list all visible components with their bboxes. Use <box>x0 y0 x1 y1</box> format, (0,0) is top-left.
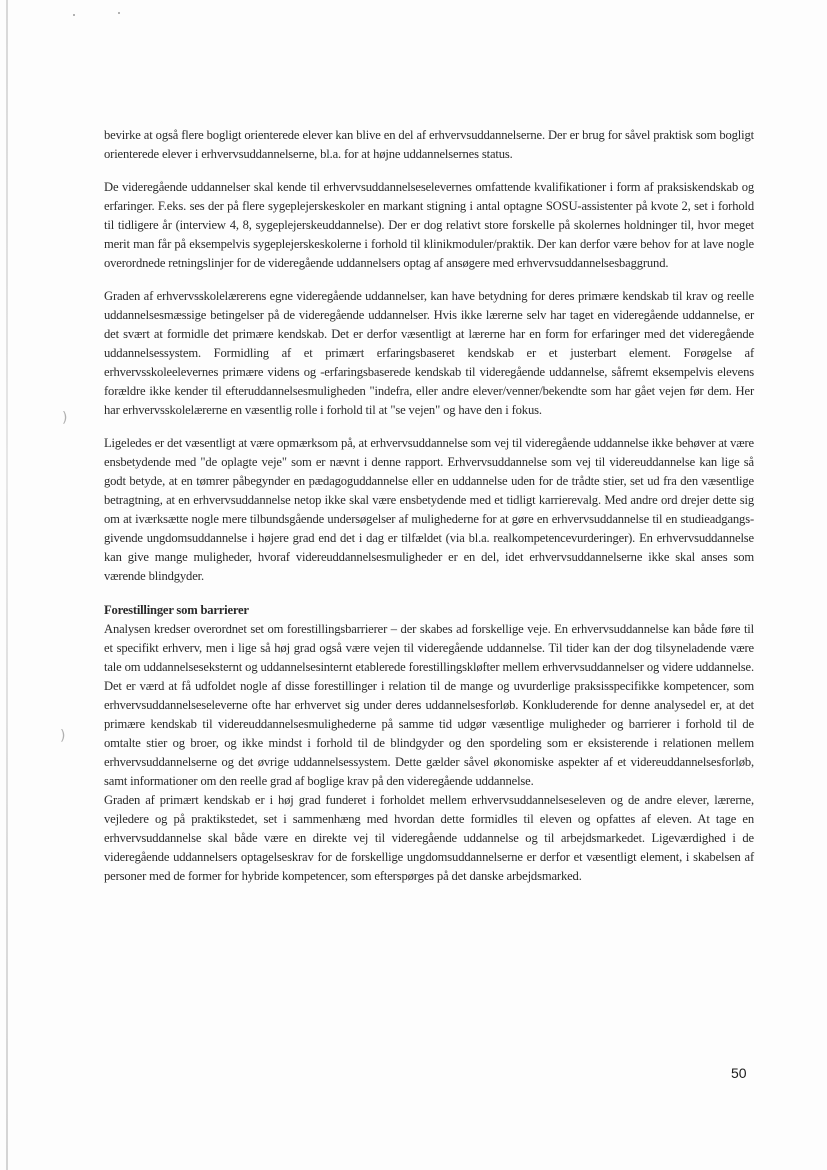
paragraph: Graden af primært kendskab er i høj grad funderet i forholdet mellem erhvervsuddannelseseleven og de andre elever, lærerne, vejledere og på praktikstedet, set i sammenhæng med hvordan dette formidles til eleven og opfattes af eleven. At tage en erhvervsuddannelse skal både være en direkte vej til videregående uddannelse og til arbejdsmarkedet. Ligeværdighed i de videregående uddannelsers optagelseskrav for de forskellige ungdomsuddannelserne er derfor et væsentligt element, i skabelsen af personer med de former for hybride kompetencer, som efterspørges på det danske arbejdsmarked. <box>104 793 754 883</box>
scan-speck <box>73 14 75 16</box>
paragraph: De videregående uddannelser skal kende til erhvervsuddannelseselevernes omfattende kvalifikationer i form af praksiskendskab og erfaringer. F.eks. ses der på flere sygeplejerskeskoler en markant stigning i antal optagne SOSU-assistenter på kvote 2, set i forhold til tidligere år (interview 4, 8, sygeplejerskeuddannelse). Der er dog relativt store forskelle på skolernes holdninger til, hvor meget merit man får på eksempelvis sygeplejerskeskolerne i forhold til klinikmoduler/praktik. Der kan derfor være behov for at lave nogle overordnede retningslinjer for de videregående uddannelsers optag af ansøgere med erhvervsuddannelsesbaggrund. <box>104 180 754 270</box>
margin-bracket-mark: ) <box>62 410 68 426</box>
paragraph: Analysen kredser overordnet set om forestillingsbarrierer – der skabes ad forskellige veje. En erhvervsuddannelse kan både føre til et specifikt erhverv, men i lige så høj grad også være vejen til videregående uddannelse. Til tider kan der dog tilsyneladende være tale om uddannelseseksternt og uddannelsesinternt etablerede forestillingskløfter mellem erhvervsuddannelser og videre uddannelse. Det er værd at få udfoldet nogle af disse forestillinger i relation til de mange og uvurderlige praksisspecifikke kompetencer, som erhvervsuddannelseseleverne ofte har erhvervet sig under deres uddannelsesforløb. Konkluderende for denne analysedel er, at det primære kendskab til videreuddannelsesmulighederne på samme tid udgør væsentlige muligheder og barrierer i forhold til de omtalte stier og broer, og ikke mindst i forhold til de blindgyder og den spordeling som er eksisterende i relationen mellem erhvervsuddannelserne og det øvrige uddannelsessystem. Dette gælder såvel økonomiske aspekter af et videreuddannelsesforløb, samt informationer om den reelle grad af boglige krav på den videregående uddannelse. <box>104 622 754 788</box>
margin-bracket-mark: ) <box>60 728 66 744</box>
paragraph: Ligeledes er det væsentligt at være opmærksom på, at erhvervsuddannelse som vej til videregående uddannelse ikke behøver at være ensbetydende med "de oplagte veje" som er nævnt i denne rapport. Erhvervsuddannelse som vej til videreuddannelse kan lige så godt betyde, at en tømrer påbegynder en pædagoguddannelse eller en uddannelse uden for de trådte stier, set ud fra den væsentlige betragtning, at en erhvervsuddannelse netop ikke skal være ensbetydende med et tidligt karrierevalg. Med andre ord drejer dette sig om at iværksætte nogle mere tilbundsgående undersøgelser af mulighederne for at gøre en erhvervsuddannelse til en studieadgangs-givende ungdomsuddannelse i højere grad end det i dag er tilfældet (via bl.a. realkompetencevurderinger). En erhvervsuddannelse kan give mange muligheder, hvoraf videreuddannelsesmuligheder er en del, idet erhvervsuddannelserne ikke skal anses som værende blindgyder. <box>104 436 754 583</box>
paragraph: Graden af erhvervsskolelærerens egne videregående uddannelser, kan have betydning for deres primære kendskab til krav og reelle uddannelsesmæssige betingelser på de videregående uddannelser. Hvis ikke lærerne selv har taget en videregående uddannelse, er det svært at formidle det primære kendskab. Det er derfor væsentligt at lærerne har en form for erfaringer med det videregående uddannelsessystem. Formidling af et primært erfaringsbaseret kendskab er et justerbart element. Forøgelse af erhvervsskoleelevernes primære videns og -erfaringsbaserede kendskab til videregående uddannelse, såfremt eksempelvis elevens forældre ikke kender til efteruddannelsesmuligheden "indefra, eller andre elever/venner/bekendte som har gået vejen før dem. Her har erhvervsskolelærerne en væsentlig rolle i forhold til at "se vejen" og have den i fokus. <box>104 289 754 417</box>
section-heading: Forestillinger som barrierer <box>104 603 249 617</box>
paragraph: bevirke at også flere bogligt orienterede elever kan blive en del af erhvervsuddannelserne. Der er brug for såvel praktisk som bogligt orienterede elever i erhvervsuddannelserne, bl.a. for at højne uddannelsernes status. <box>104 128 754 161</box>
body-text <box>104 126 754 886</box>
page-number: 50 <box>731 1065 747 1081</box>
scan-edge <box>6 0 8 1170</box>
scan-speck <box>118 12 120 14</box>
